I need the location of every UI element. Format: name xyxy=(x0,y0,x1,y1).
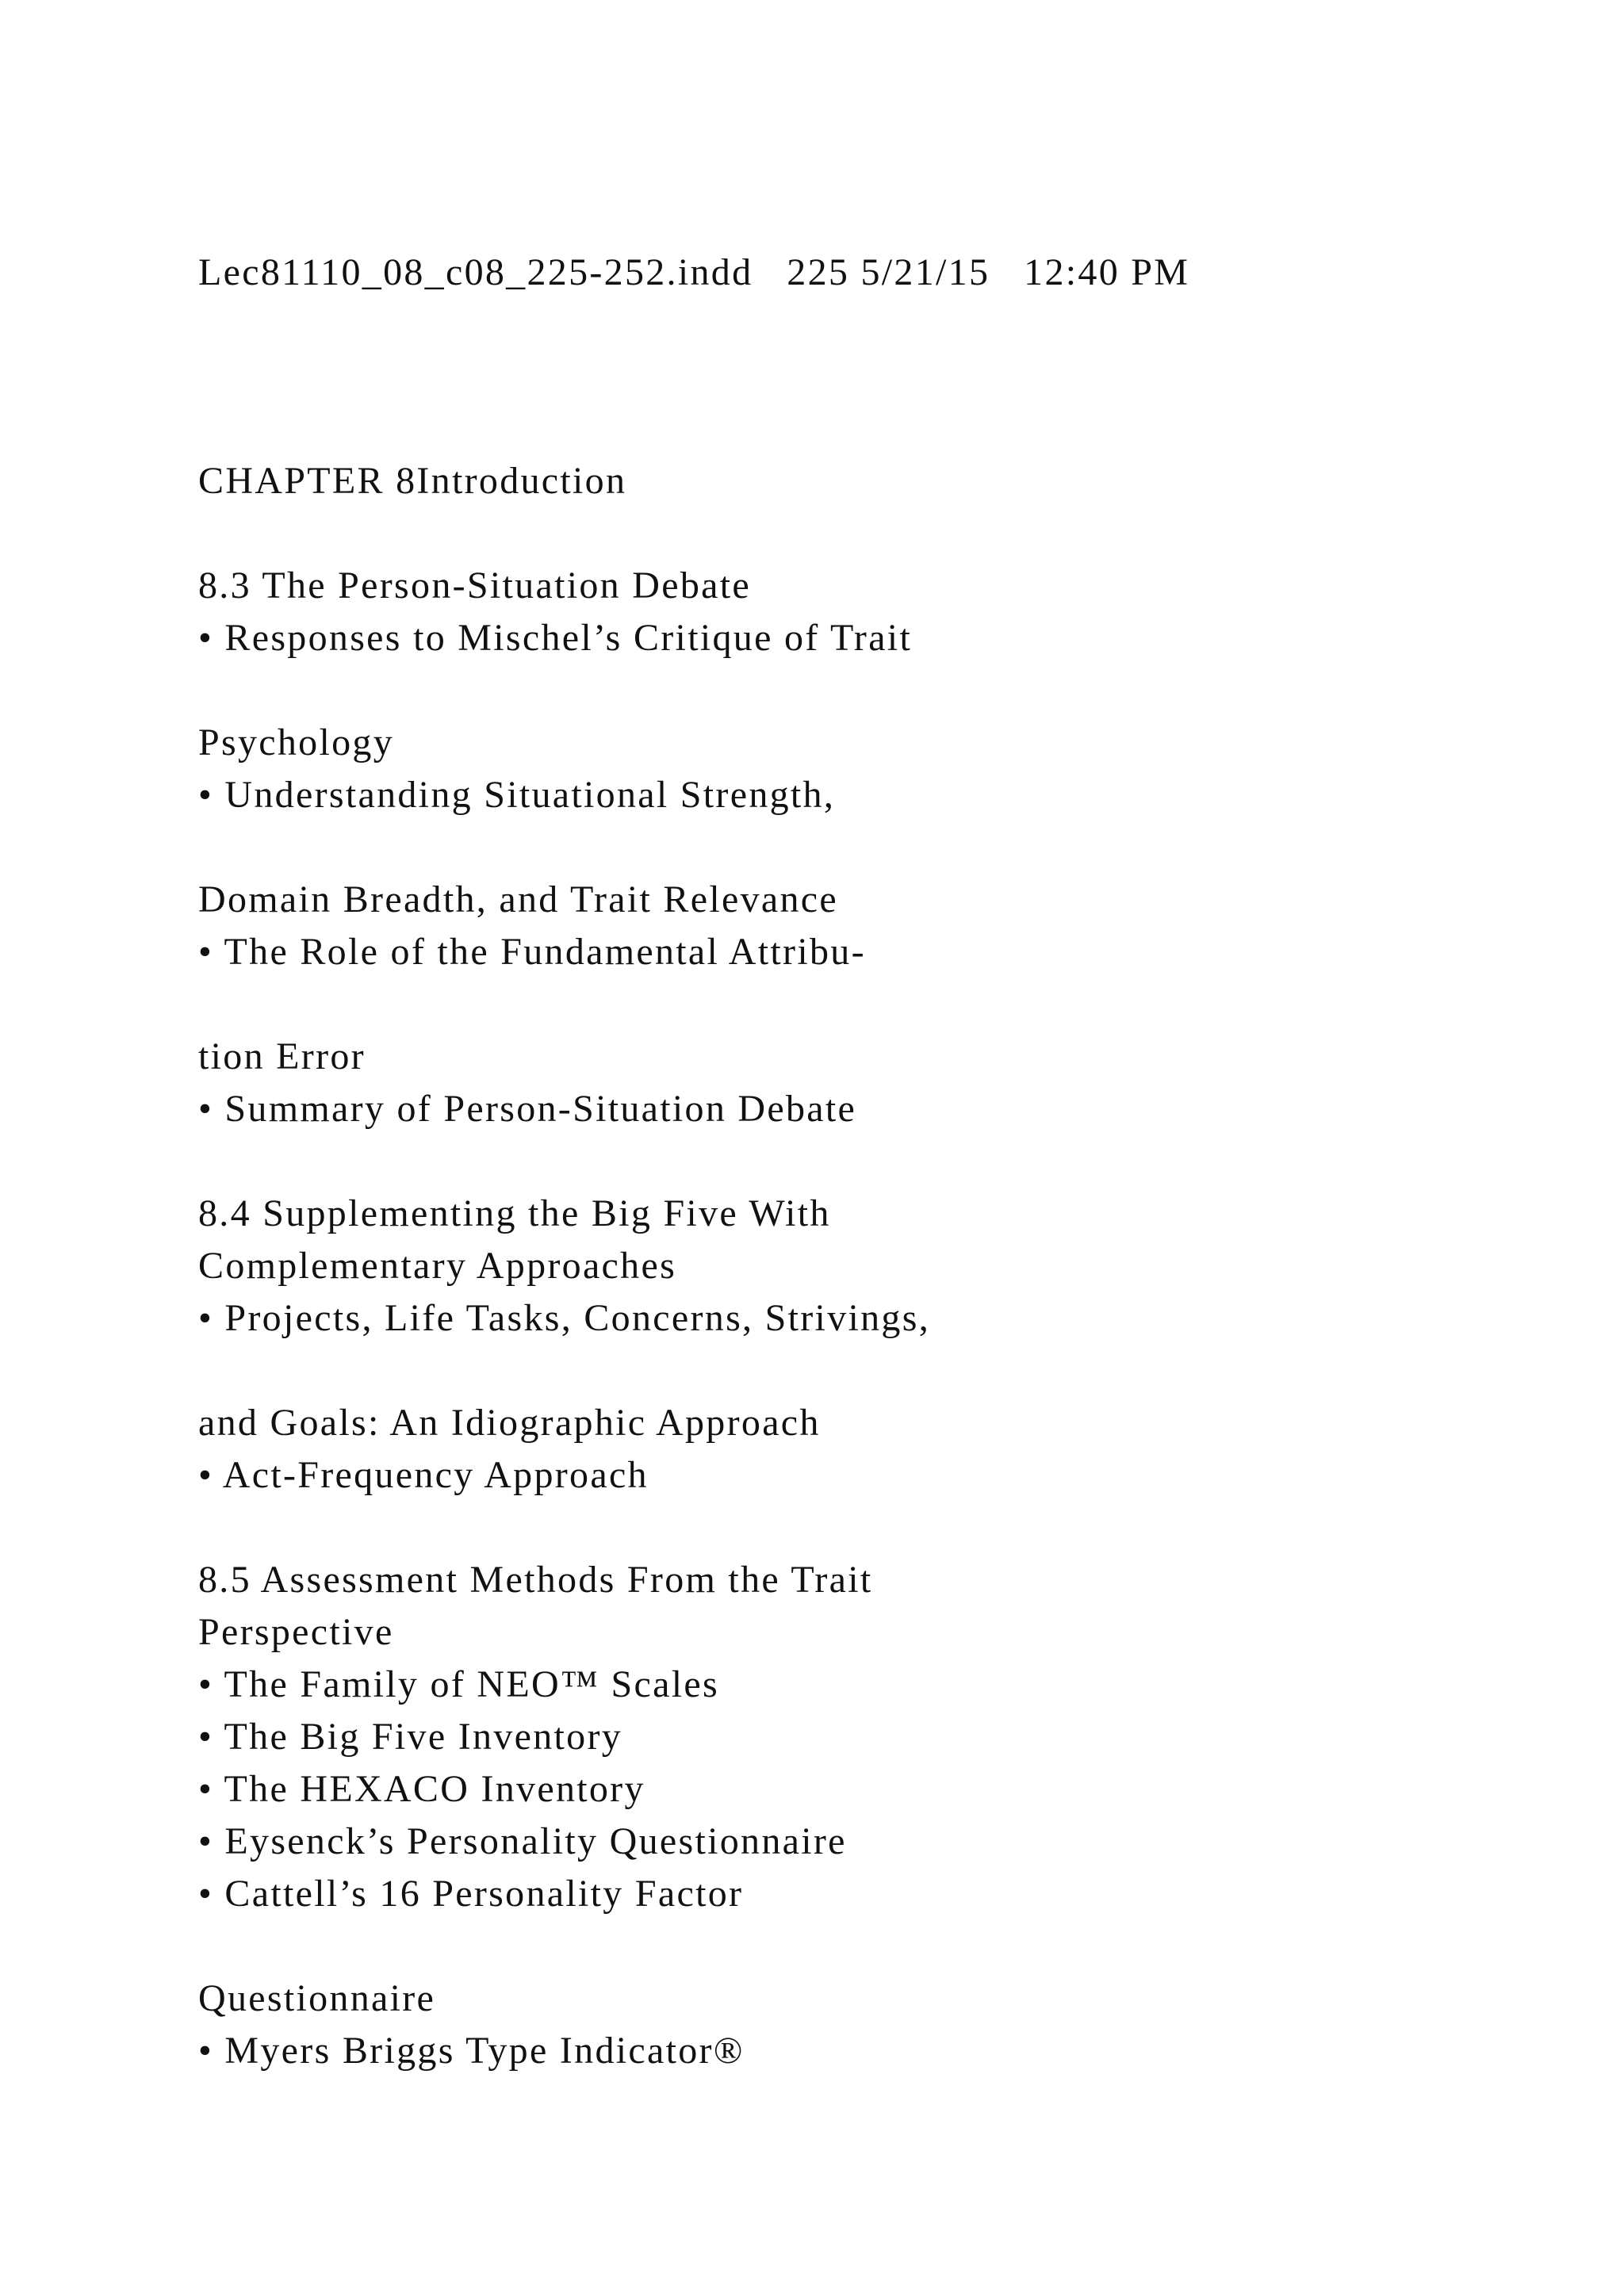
bullet-item: • Cattell’s 16 Personality Factor xyxy=(198,1873,744,1915)
bullet-item: • The Family of NEO™ Scales xyxy=(198,1663,719,1705)
bullet-continuation: tion Error xyxy=(198,1035,366,1077)
section-heading: 8.3 The Person-Situation Debate xyxy=(198,564,751,607)
bullet-item: • The Role of the Fundamental Attribu- xyxy=(198,931,866,973)
bullet-item: • The Big Five Inventory xyxy=(198,1716,623,1758)
section-heading: 8.5 Assessment Methods From the Trait xyxy=(198,1559,873,1601)
bullet-continuation: Domain Breadth, and Trait Relevance xyxy=(198,878,838,920)
bullet-continuation: Psychology xyxy=(198,721,395,763)
bullet-item: • Projects, Life Tasks, Concerns, Strivings, xyxy=(198,1297,931,1339)
bullet-continuation: Questionnaire xyxy=(198,1977,436,2019)
bullet-item: • Act-Frequency Approach xyxy=(198,1454,649,1496)
bullet-item: • Responses to Mischel’s Critique of Trait xyxy=(198,617,913,659)
bullet-continuation: and Goals: An Idiographic Approach xyxy=(198,1402,821,1444)
section-heading: 8.4 Supplementing the Big Five With xyxy=(198,1192,831,1234)
bullet-item: • Eysenck’s Personality Questionnaire xyxy=(198,1820,847,1862)
bullet-item: • Summary of Person-Situation Debate xyxy=(198,1088,857,1130)
section-heading-continuation: Perspective xyxy=(198,1611,394,1653)
bullet-item: • Understanding Situational Strength, xyxy=(198,774,836,816)
bullet-item: • Myers Briggs Type Indicator® xyxy=(198,2030,745,2072)
bullet-item: • The HEXACO Inventory xyxy=(198,1768,645,1810)
section-heading-continuation: Complementary Approaches xyxy=(198,1245,677,1287)
chapter-heading: CHAPTER 8Introduction xyxy=(198,460,627,502)
file-slug-line: Lec81110_08_c08_225-252.indd 225 5/21/15 12:40 PM xyxy=(198,251,1190,293)
